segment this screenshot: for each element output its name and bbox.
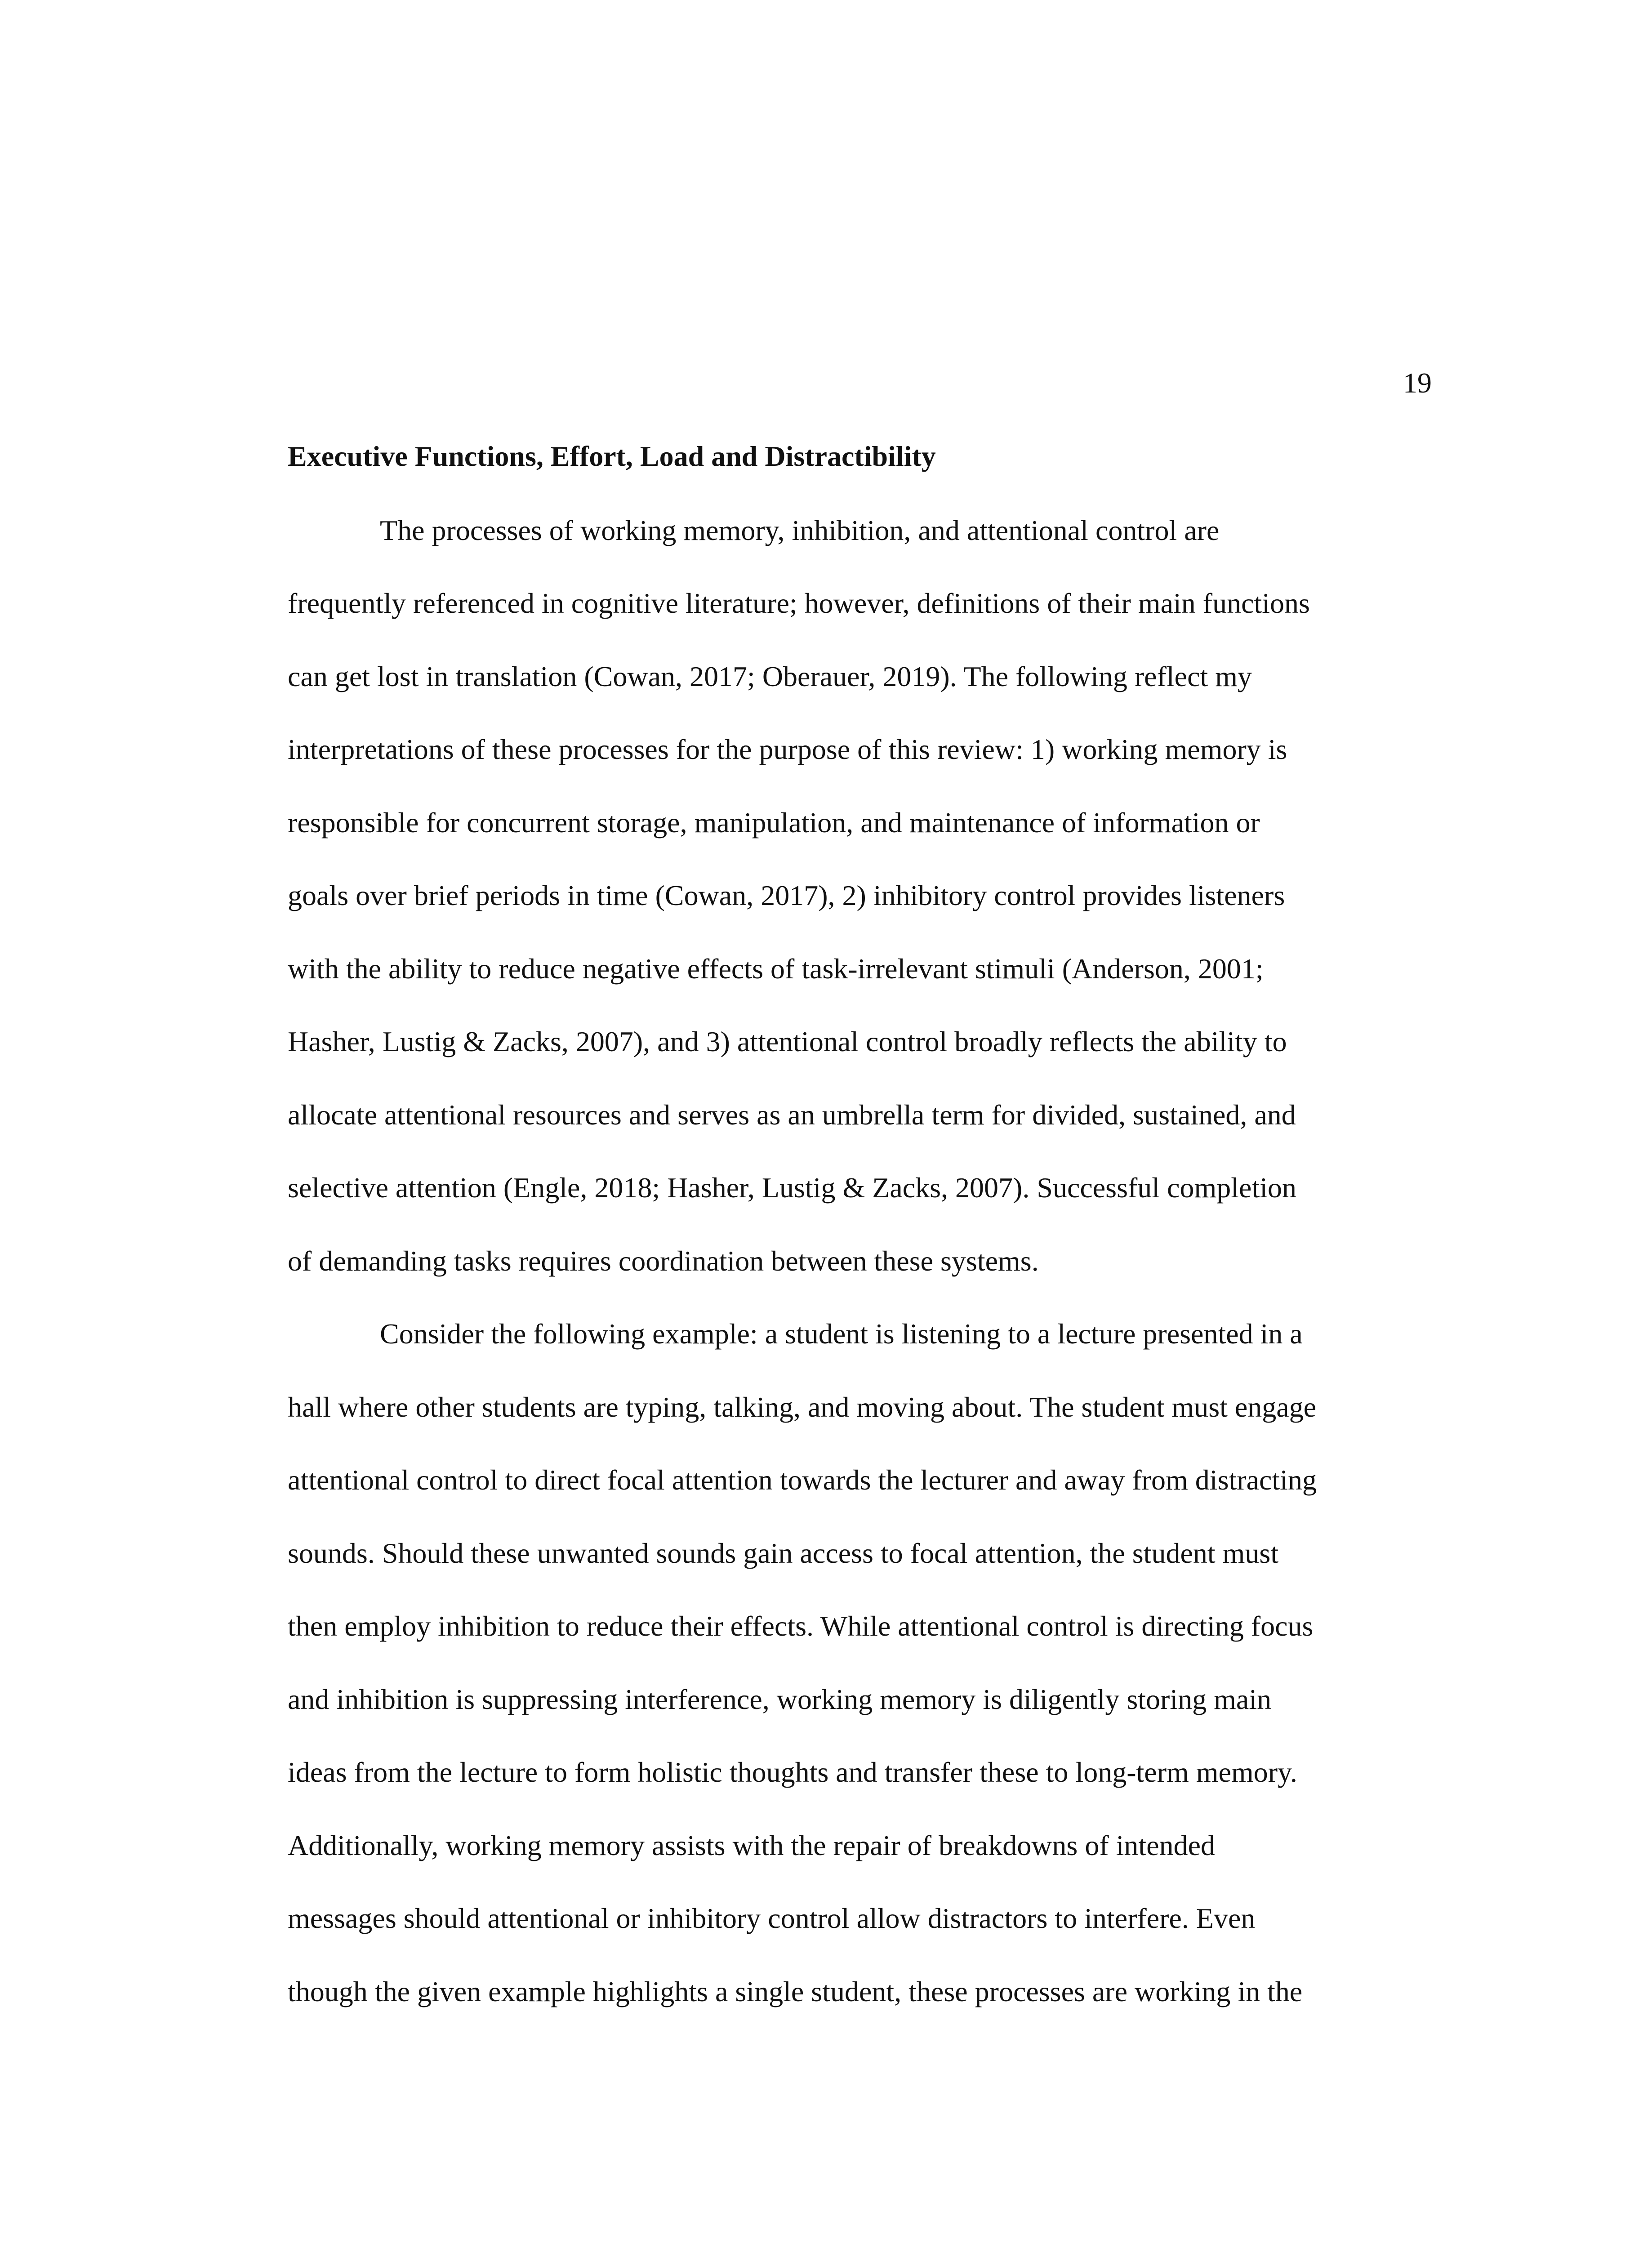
text-line: The processes of working memory, inhibition, and attentional control are xyxy=(380,514,1220,546)
text-line: though the given example highlights a single student, these processes are working in the xyxy=(288,1976,1303,2007)
page-number: 19 xyxy=(1403,367,1432,399)
text-line: hall where other students are typing, talking, and moving about. The student must engage xyxy=(288,1391,1317,1423)
text-line: sounds. Should these unwanted sounds gain access to focal attention, the student must xyxy=(288,1537,1279,1569)
text-line: Consider the following example: a student is listening to a lecture presented in a xyxy=(380,1318,1303,1350)
text-line: allocate attentional resources and serves as an umbrella term for divided, sustained, and xyxy=(288,1099,1296,1131)
section-heading: Executive Functions, Effort, Load and Distractibility xyxy=(288,440,936,472)
text-line: goals over brief periods in time (Cowan, 2017), 2) inhibitory control provides listeners xyxy=(288,879,1285,911)
text-line: attentional control to direct focal attention towards the lecturer and away from distracting xyxy=(288,1464,1317,1496)
text-line: with the ability to reduce negative effects of task-irrelevant stimuli (Anderson, 2001; xyxy=(288,953,1264,985)
text-line: ideas from the lecture to form holistic thoughts and transfer these to long-term memory. xyxy=(288,1756,1297,1788)
text-line: frequently referenced in cognitive literature; however, definitions of their main functions xyxy=(288,587,1310,619)
text-line: can get lost in translation (Cowan, 2017; Oberauer, 2019). The following reflect my xyxy=(288,660,1252,692)
text-line: of demanding tasks requires coordination between these systems. xyxy=(288,1245,1039,1277)
text-line: interpretations of these processes for the purpose of this review: 1) working memory is xyxy=(288,733,1287,765)
text-line: and inhibition is suppressing interference, working memory is diligently storing main xyxy=(288,1683,1272,1715)
text-line: messages should attentional or inhibitory control allow distractors to interfere. Even xyxy=(288,1902,1256,1934)
text-line: Additionally, working memory assists with the repair of breakdowns of intended xyxy=(288,1829,1215,1861)
text-line: selective attention (Engle, 2018; Hasher, Lustig & Zacks, 2007). Successful completion xyxy=(288,1172,1296,1204)
text-line: Hasher, Lustig & Zacks, 2007), and 3) attentional control broadly reflects the ability to xyxy=(288,1026,1287,1057)
text-line: then employ inhibition to reduce their effects. While attentional control is directing focus xyxy=(288,1610,1314,1642)
text-line: responsible for concurrent storage, manipulation, and maintenance of information or xyxy=(288,807,1260,839)
